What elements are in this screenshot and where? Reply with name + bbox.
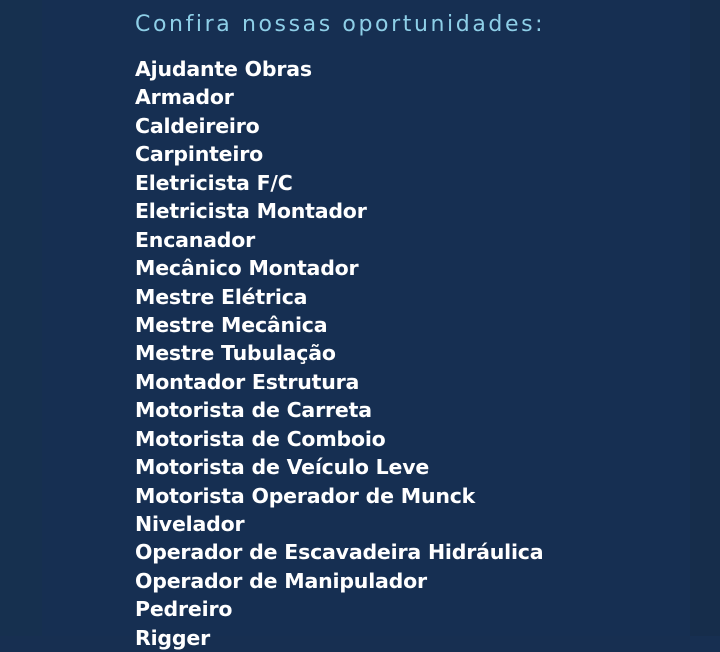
job-item: Caldeireiro (135, 113, 260, 138)
job-item: Mestre Tubulação (135, 341, 336, 366)
job-item: Eletricista F/C (135, 170, 293, 195)
job-item: Mecânico Montador (135, 256, 359, 281)
openings-heading: Confira nossas oportunidades: (135, 12, 546, 37)
left-edge-shade (0, 0, 42, 636)
job-item: Operador de Escavadeira Hidráulica (135, 540, 544, 565)
job-item: Carpinteiro (135, 142, 264, 167)
right-edge-shade (690, 0, 720, 636)
job-item: Operador de Manipulador (135, 568, 427, 593)
job-item: Nivelador (135, 512, 245, 536)
job-item: Rigger (135, 625, 210, 650)
job-item: Motorista de Comboio (135, 426, 386, 451)
job-item: Motorista de Veículo Leve (135, 455, 430, 480)
job-item: Motorista de Carreta (135, 398, 372, 423)
job-item: Ajudante Obras (135, 57, 312, 81)
job-item: Motorista Operador de Munck (135, 483, 476, 508)
job-item: Eletricista Montador (135, 199, 367, 224)
job-item: Montador Estrutura (135, 369, 360, 394)
job-item: Armador (135, 85, 234, 110)
job-item: Pedreiro (135, 597, 233, 622)
job-item: Encanador (135, 227, 256, 252)
job-list (135, 55, 543, 652)
job-item: Mestre Elétrica (135, 284, 308, 309)
job-item: Mestre Mecânica (135, 312, 328, 337)
